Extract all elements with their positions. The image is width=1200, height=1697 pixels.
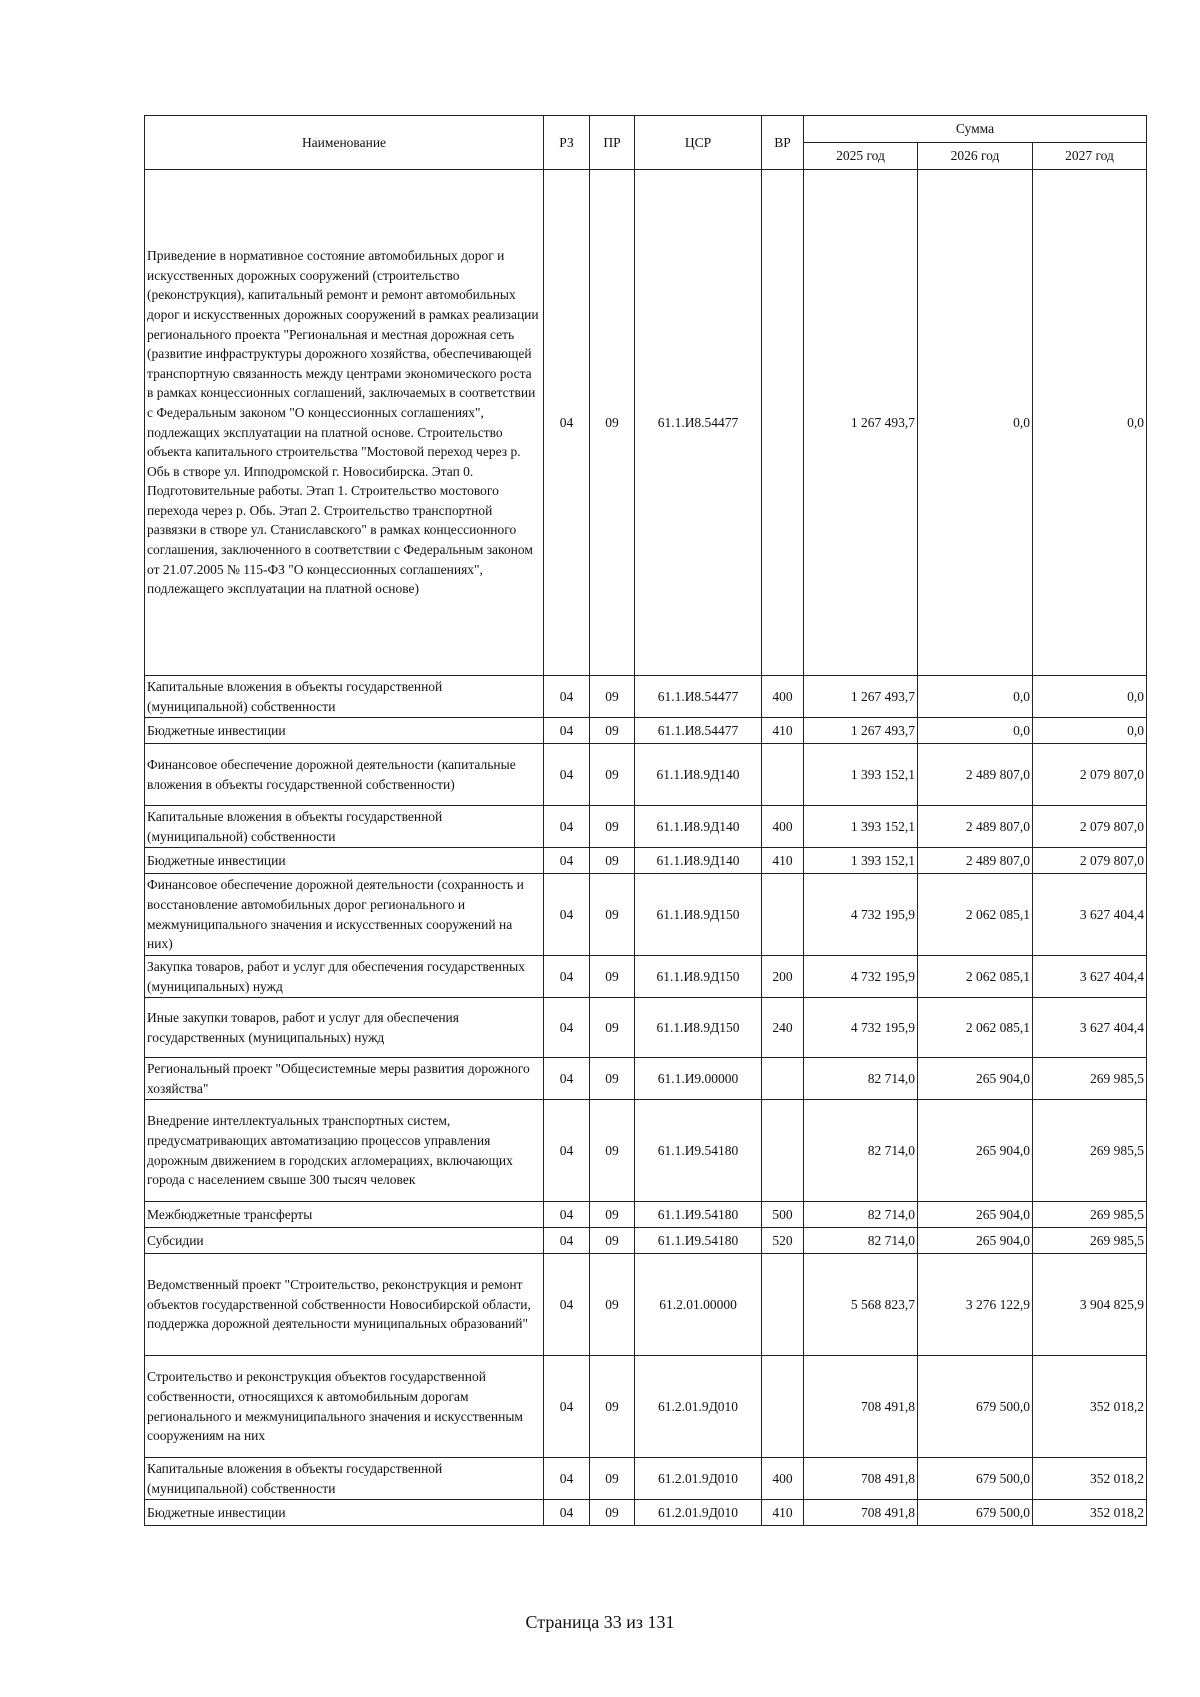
row-vr: 240 bbox=[762, 998, 804, 1058]
row-name: Закупка товаров, работ и услуг для обеспечения государственных (муниципальных) нужд bbox=[145, 956, 544, 998]
header-year-2025: 2025 год bbox=[804, 143, 918, 170]
row-name: Финансовое обеспечение дорожной деятельности (сохранность и восстановление автомобильных дорог регионального и межмуниципального значения и искусственных сооружений на них) bbox=[145, 874, 544, 956]
row-sum-2025: 1 267 493,7 bbox=[804, 676, 918, 718]
row-sum-2027: 0,0 bbox=[1033, 718, 1147, 744]
row-sum-2027: 2 079 807,0 bbox=[1033, 744, 1147, 806]
row-sum-2025: 82 714,0 bbox=[804, 1100, 918, 1202]
row-pr: 09 bbox=[590, 1254, 635, 1356]
row-rz: 04 bbox=[544, 718, 590, 744]
row-csr: 61.1.И8.54477 bbox=[635, 718, 762, 744]
row-sum-2026: 2 062 085,1 bbox=[918, 998, 1033, 1058]
row-pr: 09 bbox=[590, 1228, 635, 1254]
row-sum-2025: 82 714,0 bbox=[804, 1228, 918, 1254]
row-sum-2025: 1 393 152,1 bbox=[804, 848, 918, 874]
row-csr: 61.1.И8.9Д140 bbox=[635, 848, 762, 874]
row-vr: 400 bbox=[762, 806, 804, 848]
row-sum-2026: 2 062 085,1 bbox=[918, 874, 1033, 956]
row-sum-2027: 352 018,2 bbox=[1033, 1356, 1147, 1458]
row-csr: 61.1.И8.9Д140 bbox=[635, 744, 762, 806]
row-sum-2026: 265 904,0 bbox=[918, 1100, 1033, 1202]
row-sum-2026: 265 904,0 bbox=[918, 1202, 1033, 1228]
row-pr: 09 bbox=[590, 744, 635, 806]
row-csr: 61.1.И9.54180 bbox=[635, 1228, 762, 1254]
row-rz: 04 bbox=[544, 1228, 590, 1254]
row-sum-2027: 3 627 404,4 bbox=[1033, 998, 1147, 1058]
row-name: Финансовое обеспечение дорожной деятельности (капитальные вложения в объекты государственной собственности) bbox=[145, 744, 544, 806]
header-pr: ПР bbox=[590, 116, 635, 170]
row-rz: 04 bbox=[544, 1458, 590, 1500]
row-sum-2027: 269 985,5 bbox=[1033, 1100, 1147, 1202]
row-rz: 04 bbox=[544, 1202, 590, 1228]
row-sum-2026: 679 500,0 bbox=[918, 1356, 1033, 1458]
row-sum-2026: 2 489 807,0 bbox=[918, 806, 1033, 848]
row-pr: 09 bbox=[590, 1202, 635, 1228]
row-vr bbox=[762, 170, 804, 676]
row-csr: 61.1.И8.9Д150 bbox=[635, 998, 762, 1058]
budget-table bbox=[144, 115, 1147, 1526]
row-rz: 04 bbox=[544, 874, 590, 956]
row-sum-2027: 0,0 bbox=[1033, 676, 1147, 718]
row-sum-2027: 269 985,5 bbox=[1033, 1202, 1147, 1228]
row-csr: 61.2.01.00000 bbox=[635, 1254, 762, 1356]
row-vr bbox=[762, 744, 804, 806]
row-pr: 09 bbox=[590, 956, 635, 998]
row-vr bbox=[762, 1356, 804, 1458]
row-rz: 04 bbox=[544, 1100, 590, 1202]
row-sum-2027: 352 018,2 bbox=[1033, 1500, 1147, 1526]
row-rz: 04 bbox=[544, 1058, 590, 1100]
header-rz: РЗ bbox=[544, 116, 590, 170]
row-sum-2025: 4 732 195,9 bbox=[804, 998, 918, 1058]
row-name: Межбюджетные трансферты bbox=[145, 1202, 544, 1228]
row-csr: 61.2.01.9Д010 bbox=[635, 1458, 762, 1500]
table-row bbox=[145, 1058, 1147, 1100]
row-name: Бюджетные инвестиции bbox=[145, 1500, 544, 1526]
row-name: Капитальные вложения в объекты государственной (муниципальной) собственности bbox=[145, 1458, 544, 1500]
row-vr bbox=[762, 1254, 804, 1356]
row-csr: 61.2.01.9Д010 bbox=[635, 1356, 762, 1458]
row-name: Бюджетные инвестиции bbox=[145, 718, 544, 744]
row-rz: 04 bbox=[544, 1500, 590, 1526]
table-row bbox=[145, 1202, 1147, 1228]
row-csr: 61.1.И8.54477 bbox=[635, 676, 762, 718]
header-csr: ЦСР bbox=[635, 116, 762, 170]
row-rz: 04 bbox=[544, 170, 590, 676]
row-sum-2027: 0,0 bbox=[1033, 170, 1147, 676]
table-row bbox=[145, 1228, 1147, 1254]
table-row bbox=[145, 1100, 1147, 1202]
row-rz: 04 bbox=[544, 806, 590, 848]
table-row bbox=[145, 998, 1147, 1058]
row-name: Иные закупки товаров, работ и услуг для обеспечения государственных (муниципальных) нужд bbox=[145, 998, 544, 1058]
row-pr: 09 bbox=[590, 874, 635, 956]
row-sum-2026: 0,0 bbox=[918, 170, 1033, 676]
row-vr bbox=[762, 1100, 804, 1202]
row-sum-2026: 3 276 122,9 bbox=[918, 1254, 1033, 1356]
table-row bbox=[145, 1500, 1147, 1526]
table-row bbox=[145, 1254, 1147, 1356]
row-name: Приведение в нормативное состояние автомобильных дорог и искусственных дорожных сооружений (строительство (реконструкция), капитальный ремонт и ремонт автомобильных дорог и искусственных дорожных сооружений в рамках реализации регионального проекта "Региональная и местная дорожная сеть (развитие инфраструктуры дорожного хозяйства, обеспечивающей транспортную связанность между центрами экономического роста в рамках концессионных соглашений, заключаемых в соответствии с Федеральным законом "О концессионных соглашениях", подлежащих эксплуатации на платной основе. Строительство объекта капитального строительства "Мостовой переход через р. Обь в створе ул. Ипподромской г. Новосибирска. Этап 0. Подготовительные работы. Этап 1. Строительство мостового перехода через р. Обь. Этап 2. Строительство транспортной развязки в створе ул. Станиславского" в рамках концессионного соглашения, заключенного в соответствии с Федеральным законом от 21.07.2005 № 115-ФЗ "О концессионных соглашениях", подлежащего эксплуатации на платной основе) bbox=[145, 170, 544, 676]
row-rz: 04 bbox=[544, 1356, 590, 1458]
row-sum-2026: 2 489 807,0 bbox=[918, 744, 1033, 806]
row-sum-2026: 2 062 085,1 bbox=[918, 956, 1033, 998]
row-sum-2027: 269 985,5 bbox=[1033, 1058, 1147, 1100]
header-year-2026: 2026 год bbox=[918, 143, 1033, 170]
row-sum-2025: 5 568 823,7 bbox=[804, 1254, 918, 1356]
page-number: Страница 33 из 131 bbox=[525, 1612, 675, 1632]
row-rz: 04 bbox=[544, 848, 590, 874]
row-sum-2026: 265 904,0 bbox=[918, 1058, 1033, 1100]
header-name: Наименование bbox=[145, 116, 544, 170]
row-pr: 09 bbox=[590, 998, 635, 1058]
row-sum-2027: 3 904 825,9 bbox=[1033, 1254, 1147, 1356]
row-pr: 09 bbox=[590, 1100, 635, 1202]
row-name: Внедрение интеллектуальных транспортных систем, предусматривающих автоматизацию процессов управления дорожным движением в городских агломерациях, включающих города с населением свыше 300 тысяч человек bbox=[145, 1100, 544, 1202]
row-vr: 500 bbox=[762, 1202, 804, 1228]
row-sum-2027: 2 079 807,0 bbox=[1033, 848, 1147, 874]
row-rz: 04 bbox=[544, 744, 590, 806]
row-vr: 400 bbox=[762, 1458, 804, 1500]
row-sum-2025: 1 393 152,1 bbox=[804, 744, 918, 806]
row-pr: 09 bbox=[590, 806, 635, 848]
row-sum-2026: 679 500,0 bbox=[918, 1500, 1033, 1526]
header-vr: ВР bbox=[762, 116, 804, 170]
row-csr: 61.1.И8.9Д150 bbox=[635, 874, 762, 956]
table-row bbox=[145, 676, 1147, 718]
table-row bbox=[145, 874, 1147, 956]
row-csr: 61.1.И8.9Д150 bbox=[635, 956, 762, 998]
table-row bbox=[145, 806, 1147, 848]
row-name: Региональный проект "Общесистемные меры развития дорожного хозяйства" bbox=[145, 1058, 544, 1100]
row-sum-2025: 708 491,8 bbox=[804, 1500, 918, 1526]
row-sum-2027: 352 018,2 bbox=[1033, 1458, 1147, 1500]
row-rz: 04 bbox=[544, 1254, 590, 1356]
row-sum-2027: 3 627 404,4 bbox=[1033, 874, 1147, 956]
row-pr: 09 bbox=[590, 1500, 635, 1526]
row-csr: 61.1.И8.9Д140 bbox=[635, 806, 762, 848]
header-sum: Сумма bbox=[804, 116, 1147, 143]
row-pr: 09 bbox=[590, 170, 635, 676]
row-rz: 04 bbox=[544, 676, 590, 718]
row-sum-2027: 2 079 807,0 bbox=[1033, 806, 1147, 848]
row-sum-2026: 265 904,0 bbox=[918, 1228, 1033, 1254]
row-csr: 61.2.01.9Д010 bbox=[635, 1500, 762, 1526]
row-sum-2025: 82 714,0 bbox=[804, 1058, 918, 1100]
row-sum-2025: 1 393 152,1 bbox=[804, 806, 918, 848]
row-vr: 410 bbox=[762, 848, 804, 874]
row-csr: 61.1.И8.54477 bbox=[635, 170, 762, 676]
row-name: Бюджетные инвестиции bbox=[145, 848, 544, 874]
row-vr bbox=[762, 874, 804, 956]
row-name: Капитальные вложения в объекты государственной (муниципальной) собственности bbox=[145, 806, 544, 848]
row-csr: 61.1.И9.00000 bbox=[635, 1058, 762, 1100]
row-vr bbox=[762, 1058, 804, 1100]
row-vr: 400 bbox=[762, 676, 804, 718]
row-sum-2026: 0,0 bbox=[918, 676, 1033, 718]
row-rz: 04 bbox=[544, 956, 590, 998]
row-sum-2027: 269 985,5 bbox=[1033, 1228, 1147, 1254]
row-sum-2026: 679 500,0 bbox=[918, 1458, 1033, 1500]
row-pr: 09 bbox=[590, 676, 635, 718]
row-name: Строительство и реконструкция объектов государственной собственности, относящихся к автомобильным дорогам регионального и межмуниципального значения и искусственным сооружениям на них bbox=[145, 1356, 544, 1458]
table-row bbox=[145, 956, 1147, 998]
row-sum-2025: 4 732 195,9 bbox=[804, 874, 918, 956]
row-rz: 04 bbox=[544, 998, 590, 1058]
row-sum-2025: 1 267 493,7 bbox=[804, 170, 918, 676]
table-row bbox=[145, 718, 1147, 744]
row-pr: 09 bbox=[590, 1356, 635, 1458]
table-row bbox=[145, 170, 1147, 676]
row-vr: 520 bbox=[762, 1228, 804, 1254]
row-name: Субсидии bbox=[145, 1228, 544, 1254]
row-pr: 09 bbox=[590, 1458, 635, 1500]
row-vr: 200 bbox=[762, 956, 804, 998]
row-pr: 09 bbox=[590, 1058, 635, 1100]
row-pr: 09 bbox=[590, 848, 635, 874]
row-csr: 61.1.И9.54180 bbox=[635, 1100, 762, 1202]
row-sum-2026: 0,0 bbox=[918, 718, 1033, 744]
row-name: Ведомственный проект "Строительство, реконструкция и ремонт объектов государственной собственности Новосибирской области, поддержка дорожной деятельности муниципальных образований" bbox=[145, 1254, 544, 1356]
header-year-2027: 2027 год bbox=[1033, 143, 1147, 170]
row-sum-2025: 82 714,0 bbox=[804, 1202, 918, 1228]
row-sum-2026: 2 489 807,0 bbox=[918, 848, 1033, 874]
row-sum-2025: 708 491,8 bbox=[804, 1458, 918, 1500]
row-vr: 410 bbox=[762, 718, 804, 744]
table-row bbox=[145, 848, 1147, 874]
row-sum-2025: 708 491,8 bbox=[804, 1356, 918, 1458]
row-name: Капитальные вложения в объекты государственной (муниципальной) собственности bbox=[145, 676, 544, 718]
row-csr: 61.1.И9.54180 bbox=[635, 1202, 762, 1228]
table-row bbox=[145, 744, 1147, 806]
row-pr: 09 bbox=[590, 718, 635, 744]
table-row bbox=[145, 1458, 1147, 1500]
row-sum-2025: 4 732 195,9 bbox=[804, 956, 918, 998]
table-row bbox=[145, 1356, 1147, 1458]
row-sum-2027: 3 627 404,4 bbox=[1033, 956, 1147, 998]
row-sum-2025: 1 267 493,7 bbox=[804, 718, 918, 744]
row-vr: 410 bbox=[762, 1500, 804, 1526]
